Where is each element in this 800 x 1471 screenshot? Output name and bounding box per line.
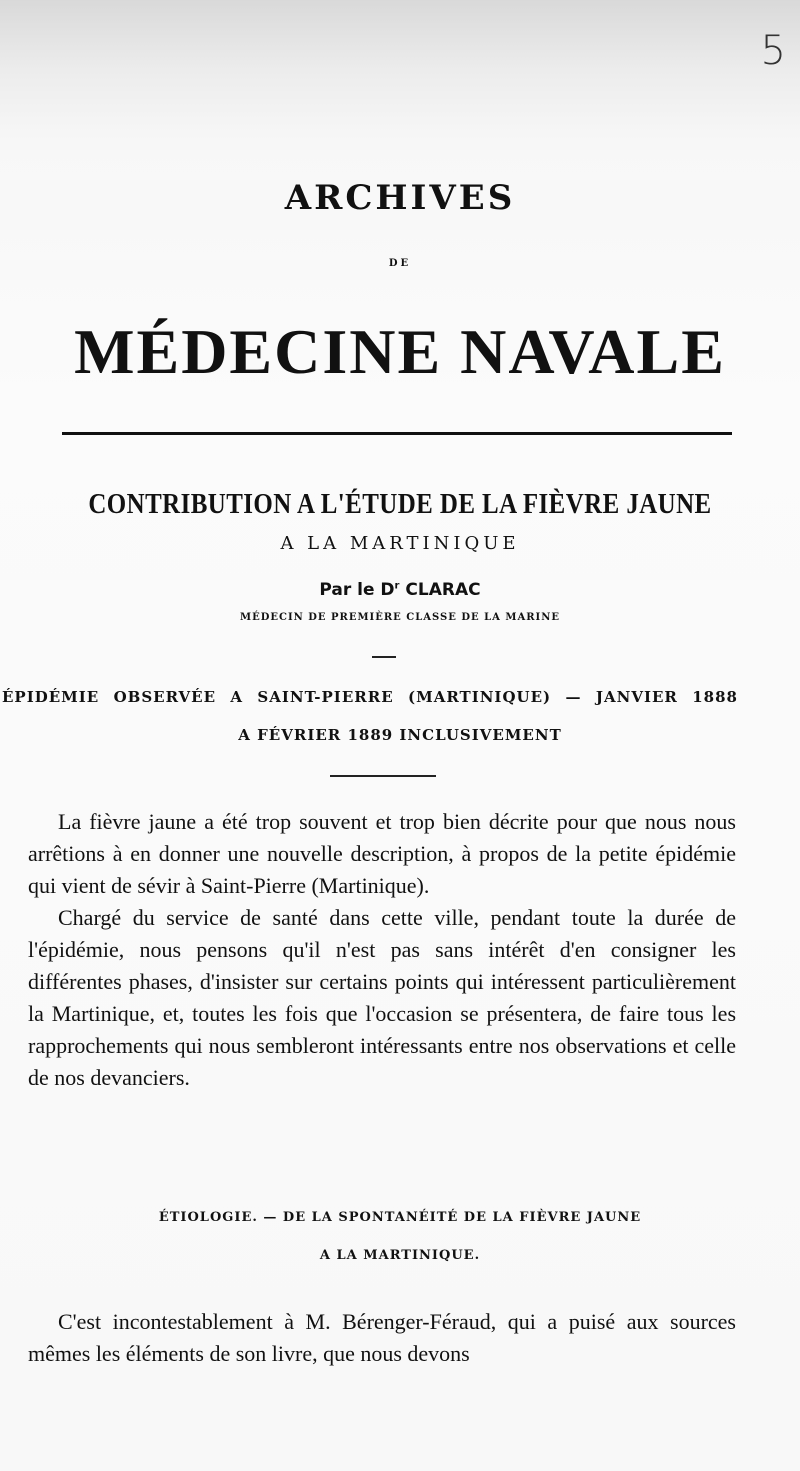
article-title: CONTRIBUTION A L'ÉTUDE DE LA FIÈVRE JAUNE [88,488,712,520]
page-number: 5 [760,28,786,74]
journal-masthead: MÉDECINE NAVALE [74,316,726,387]
article-subtitle: A LA MARTINIQUE [280,533,520,554]
journal-title-line2: DE [388,258,412,269]
section-text [28,1306,736,1370]
journal-title-line1: ARCHIVES [284,178,516,218]
epidemic-line-1: ÉPIDÉMIE OBSERVÉE A SAINT-PIERRE (MARTINIQUE) — JANVIER 1888 [2,688,738,706]
author-prefix: Par le D [319,580,395,600]
epidemic-line-2: A FÉVRIER 1889 INCLUSIVEMENT [238,726,562,744]
author-prefix-sup: r [394,580,400,592]
paragraph-1: La fièvre jaune a été trop souvent et trop bien décrite pour que nous nous arrêtions à en donner une nouvelle description, à propos de la petite épidémie qui vient de sévir à Saint-Pierre (Martinique). [28,809,736,898]
separator-rule-1 [372,656,396,658]
author-rank: MÉDECIN DE PREMIÈRE CLASSE DE LA MARINE [240,612,560,623]
section-heading-line2: A LA MARTINIQUE. [319,1248,481,1263]
section-heading-line1: ÉTIOLOGIE. — DE LA SPONTANÉITÉ DE LA FIÈVRE JAUNE [158,1210,642,1225]
article-author [0,580,800,600]
intro-text [28,806,736,1094]
author-name: CLARAC [405,580,481,600]
paragraph-3: C'est incontestablement à M. Bérenger-Féraud, qui a puisé aux sources mêmes les éléments de son livre, que nous devons [28,1309,736,1366]
masthead-rule [62,432,732,435]
separator-rule-2 [330,775,436,777]
paragraph-2: Chargé du service de santé dans cette ville, pendant toute la durée de l'épidémie, nous pensons qu'il n'est pas sans intérêt d'en consigner les différentes phases, d'insister sur certains points qui intéressent particulièrement la Martinique, et, toutes les fois que l'occasion se présentera, de faire tous les rapprochements qui nous sembleront intéressants entre nos observations et celle de nos devanciers. [28,905,736,1090]
